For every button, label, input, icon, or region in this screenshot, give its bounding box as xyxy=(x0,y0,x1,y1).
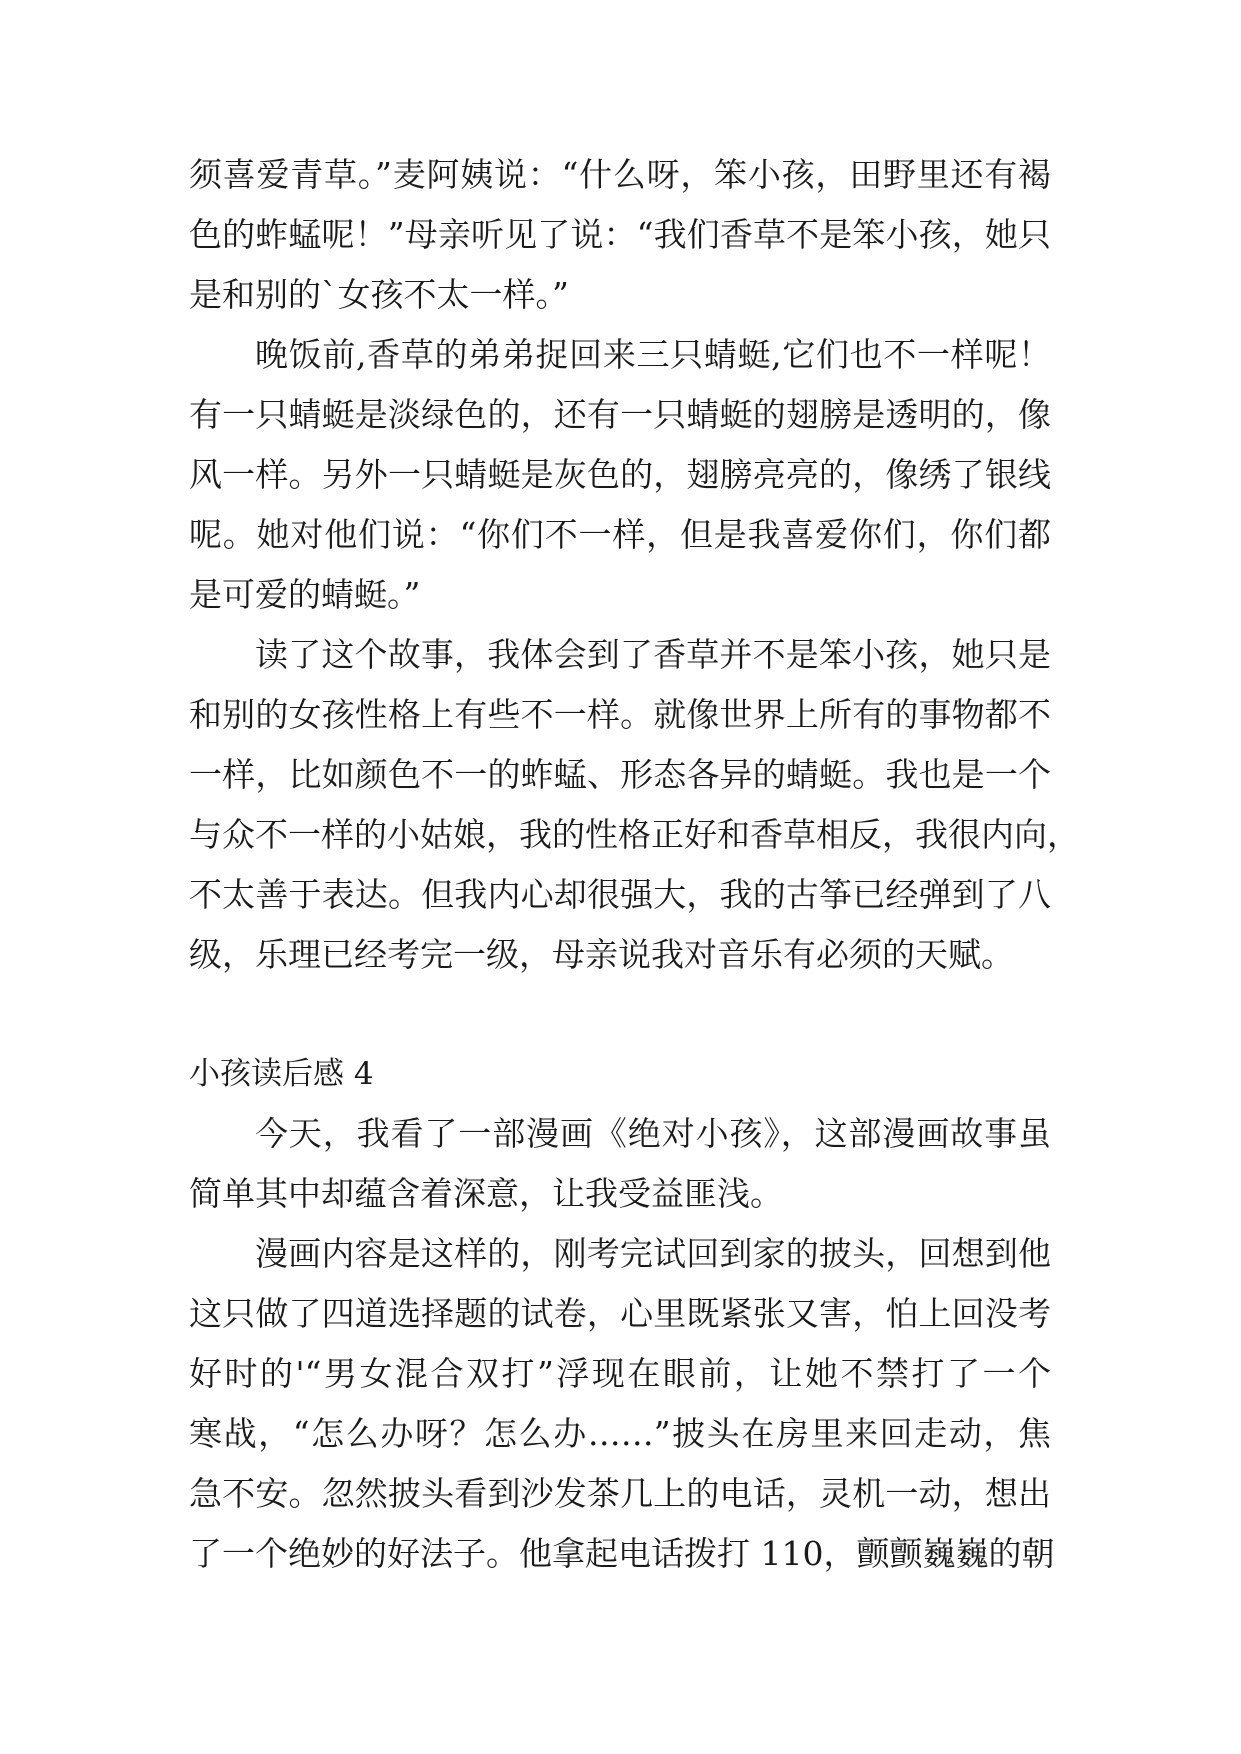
text-section-2 xyxy=(189,1104,1055,1584)
text-line: 不太善于表达。但我内心却很强大，我的古筝已经弹到了八 xyxy=(189,875,1051,914)
text-line: 读了这个故事，我体会到了香草并不是笨小孩，她只是 xyxy=(255,635,1051,674)
text-line: 须喜爱青草。”麦阿姨说：“什么呀，笨小孩，田野里还有褐 xyxy=(189,155,1051,194)
paragraph xyxy=(189,1224,1055,1584)
text-line: 和别的女孩性格上有些不一样。就像世界上所有的事物都不 xyxy=(189,695,1051,734)
text-line: 漫画内容是这样的，刚考完试回到家的披头，回想到他 xyxy=(255,1234,1051,1273)
text-line: 风一样。另外一只蜻蜓是灰色的，翅膀亮亮的，像绣了银线 xyxy=(189,455,1051,494)
text-line: 级，乐理已经考完一级，母亲说我对音乐有必须的天赋。 xyxy=(189,935,1014,974)
text-line: 呢。她对他们说：“你们不一样，但是我喜爱你们，你们都 xyxy=(189,515,1051,554)
text-section-1 xyxy=(189,145,1080,985)
text-line: 今天，我看了一部漫画《绝对小孩》，这部漫画故事虽 xyxy=(255,1114,1051,1153)
text-line: 简单其中却蕴含着深意，让我受益匪浅。 xyxy=(189,1174,783,1213)
text-line: 寒战，“怎么办呀？怎么办……”披头在房里来回走动，焦 xyxy=(189,1414,1051,1453)
section-heading: 小孩读后感 4 xyxy=(189,1056,374,1092)
text-line: 是和别的`女孩不太一样。” xyxy=(189,275,569,314)
text-line: 有一只蜻蜓是淡绿色的，还有一只蜻蜓的翅膀是透明的，像 xyxy=(189,395,1051,434)
text-line: 色的蚱蜢呢！”母亲听见了说：“我们香草不是笨小孩，她只 xyxy=(189,215,1051,254)
text-line: 一样，比如颜色不一的蚱蜢、形态各异的蜻蜓。我也是一个 xyxy=(189,755,1051,794)
text-line: 这只做了四道选择题的试卷，心里既紧张又害，怕上回没考 xyxy=(189,1294,1051,1333)
paragraph xyxy=(189,1104,1051,1224)
text-line: 急不安。忽然披头看到沙发茶几上的电话，灵机一动，想出 xyxy=(189,1474,1051,1513)
text-line: 晚饭前,香草的弟弟捉回来三只蜻蜓,它们也不一样呢！ xyxy=(255,335,1051,374)
paragraph xyxy=(189,625,1080,985)
text-line: 好时的'“男女混合双打”浮现在眼前，让她不禁打了一个 xyxy=(189,1354,1051,1393)
paragraph xyxy=(189,325,1051,625)
text-line: 了一个绝妙的好法子。他拿起电话拨打 110，颤颤巍巍的朝 xyxy=(189,1534,1055,1573)
text-line: 与众不一样的小姑娘，我的性格正好和香草相反，我很内向， xyxy=(189,815,1080,854)
text-line: 是可爱的蜻蜓。” xyxy=(189,575,421,614)
paragraph xyxy=(189,145,1051,325)
